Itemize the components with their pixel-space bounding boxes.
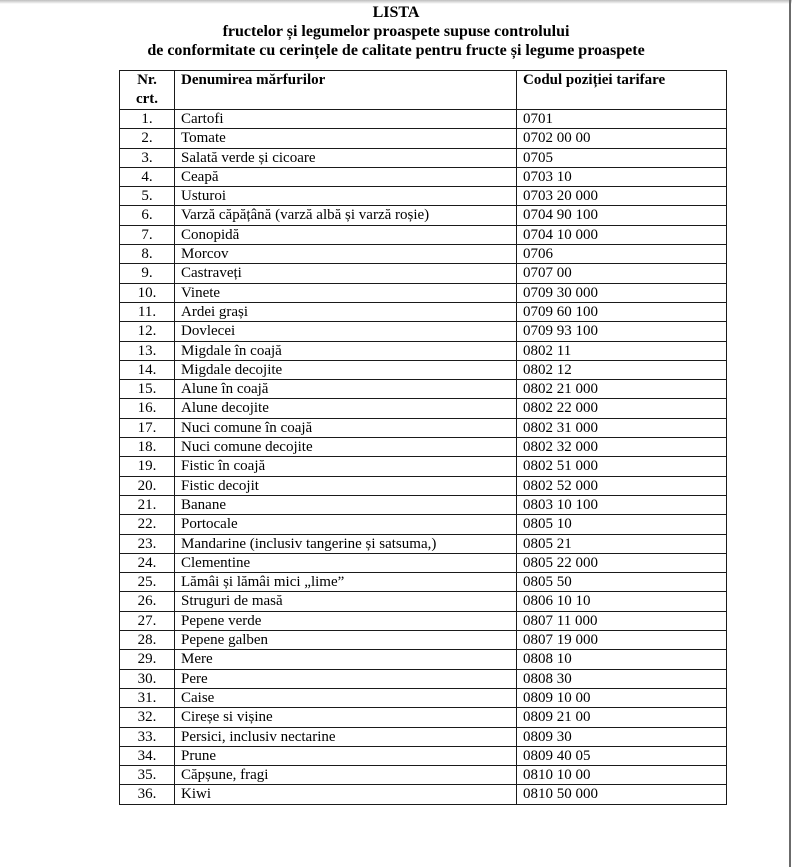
table-row — [120, 110, 727, 129]
row-name: Banane — [175, 495, 517, 514]
row-name: Migdale în coajă — [175, 341, 517, 360]
row-number: 9. — [120, 264, 175, 283]
row-number: 1. — [120, 110, 175, 129]
row-code: 0809 40 05 — [517, 746, 727, 765]
row-number: 24. — [120, 553, 175, 572]
table-row — [120, 534, 727, 553]
table-row — [120, 341, 727, 360]
row-code: 0704 10 000 — [517, 225, 727, 244]
row-code: 0805 10 — [517, 515, 727, 534]
row-code: 0802 32 000 — [517, 438, 727, 457]
row-name: Pepene verde — [175, 611, 517, 630]
row-name: Mandarine (inclusiv tangerine și satsuma,) — [175, 534, 517, 553]
row-code: 0809 21 00 — [517, 708, 727, 727]
table-row — [120, 553, 727, 572]
row-number: 35. — [120, 766, 175, 785]
row-number: 3. — [120, 148, 175, 167]
row-code: 0807 11 000 — [517, 611, 727, 630]
row-number: 29. — [120, 650, 175, 669]
row-code: 0805 21 — [517, 534, 727, 553]
row-number: 5. — [120, 187, 175, 206]
row-code: 0806 10 10 — [517, 592, 727, 611]
row-name: Pere — [175, 669, 517, 688]
table-row — [120, 727, 727, 746]
table-row — [120, 167, 727, 186]
table-row — [120, 225, 727, 244]
row-name: Nuci comune decojite — [175, 438, 517, 457]
row-number: 17. — [120, 418, 175, 437]
header-name: Denumirea mărfurilor — [175, 71, 517, 110]
table-row — [120, 631, 727, 650]
document-title: LISTA — [372, 4, 420, 21]
row-number: 10. — [120, 283, 175, 302]
table-row — [120, 611, 727, 630]
row-code: 0709 30 000 — [517, 283, 727, 302]
table-row — [120, 438, 727, 457]
table-row — [120, 206, 727, 225]
row-code: 0805 22 000 — [517, 553, 727, 572]
table-row — [120, 322, 727, 341]
row-number: 2. — [120, 129, 175, 148]
row-number: 7. — [120, 225, 175, 244]
table-row — [120, 148, 727, 167]
table-row — [120, 283, 727, 302]
header-nr — [120, 71, 175, 110]
row-number: 22. — [120, 515, 175, 534]
row-number: 33. — [120, 727, 175, 746]
products-table — [119, 70, 727, 805]
table-row — [120, 785, 727, 804]
row-name: Cireșe si vișine — [175, 708, 517, 727]
row-number: 6. — [120, 206, 175, 225]
row-name: Căpșune, fragi — [175, 766, 517, 785]
row-code: 0802 12 — [517, 360, 727, 379]
table-row — [120, 380, 727, 399]
table-row — [120, 688, 727, 707]
table-row — [120, 399, 727, 418]
row-name: Persici, inclusiv nectarine — [175, 727, 517, 746]
row-number: 15. — [120, 380, 175, 399]
row-code: 0709 60 100 — [517, 302, 727, 321]
row-name: Salată verde și cicoare — [175, 148, 517, 167]
row-code: 0703 20 000 — [517, 187, 727, 206]
row-code: 0701 — [517, 110, 727, 129]
row-code: 0802 21 000 — [517, 380, 727, 399]
document-subtitle-line2: de conformitate cu cerințele de calitate pentru fructe și legume proaspete — [147, 42, 645, 59]
row-code: 0802 51 000 — [517, 457, 727, 476]
table-row — [120, 592, 727, 611]
row-name: Pepene galben — [175, 631, 517, 650]
table-header-row — [120, 71, 727, 110]
page-right-border — [789, 0, 791, 867]
row-name: Morcov — [175, 245, 517, 264]
row-number: 32. — [120, 708, 175, 727]
row-code: 0808 30 — [517, 669, 727, 688]
row-code: 0809 10 00 — [517, 688, 727, 707]
row-number: 25. — [120, 573, 175, 592]
row-code: 0802 22 000 — [517, 399, 727, 418]
row-code: 0802 31 000 — [517, 418, 727, 437]
row-code: 0703 10 — [517, 167, 727, 186]
row-number: 14. — [120, 360, 175, 379]
table-row — [120, 457, 727, 476]
row-number: 8. — [120, 245, 175, 264]
row-name: Alune în coajă — [175, 380, 517, 399]
row-name: Castraveți — [175, 264, 517, 283]
row-number: 36. — [120, 785, 175, 804]
table-row — [120, 245, 727, 264]
row-code: 0705 — [517, 148, 727, 167]
row-number: 16. — [120, 399, 175, 418]
row-code: 0807 19 000 — [517, 631, 727, 650]
row-number: 27. — [120, 611, 175, 630]
table-body — [120, 110, 727, 805]
row-number: 21. — [120, 495, 175, 514]
row-number: 13. — [120, 341, 175, 360]
row-number: 28. — [120, 631, 175, 650]
table-row — [120, 515, 727, 534]
table-row — [120, 302, 727, 321]
row-name: Kiwi — [175, 785, 517, 804]
row-number: 12. — [120, 322, 175, 341]
row-name: Fistic decojit — [175, 476, 517, 495]
row-number: 11. — [120, 302, 175, 321]
header-code: Codul poziției tarifare — [517, 71, 727, 110]
row-code: 0809 30 — [517, 727, 727, 746]
row-code: 0805 50 — [517, 573, 727, 592]
row-name: Conopidă — [175, 225, 517, 244]
row-code: 0808 10 — [517, 650, 727, 669]
row-name: Varză căpățână (varză albă și varză roșie) — [175, 206, 517, 225]
header-nr-line1: Nr. — [137, 72, 157, 88]
row-number: 18. — [120, 438, 175, 457]
table-row — [120, 418, 727, 437]
row-number: 19. — [120, 457, 175, 476]
row-name: Mere — [175, 650, 517, 669]
table-row — [120, 476, 727, 495]
row-name: Clementine — [175, 553, 517, 572]
row-number: 34. — [120, 746, 175, 765]
row-name: Prune — [175, 746, 517, 765]
header-nr-line2: crt. — [135, 91, 159, 107]
row-code: 0810 10 00 — [517, 766, 727, 785]
row-name: Ardei grași — [175, 302, 517, 321]
table-row — [120, 650, 727, 669]
row-code: 0802 11 — [517, 341, 727, 360]
row-code: 0706 — [517, 245, 727, 264]
row-number: 23. — [120, 534, 175, 553]
row-name: Tomate — [175, 129, 517, 148]
table-row — [120, 360, 727, 379]
row-name: Lămâi și lămâi mici „lime” — [175, 573, 517, 592]
row-number: 4. — [120, 167, 175, 186]
row-number: 30. — [120, 669, 175, 688]
table-row — [120, 264, 727, 283]
row-code: 0707 00 — [517, 264, 727, 283]
row-code: 0702 00 00 — [517, 129, 727, 148]
table-row — [120, 746, 727, 765]
table-row — [120, 495, 727, 514]
row-name: Portocale — [175, 515, 517, 534]
document-subtitle-line1: fructelor și legumelor proaspete supuse controlului — [222, 23, 570, 40]
row-name: Struguri de masă — [175, 592, 517, 611]
row-code: 0803 10 100 — [517, 495, 727, 514]
row-name: Alune decojite — [175, 399, 517, 418]
row-name: Vinete — [175, 283, 517, 302]
row-number: 26. — [120, 592, 175, 611]
table-row — [120, 187, 727, 206]
table-row — [120, 129, 727, 148]
row-name: Fistic în coajă — [175, 457, 517, 476]
table-row — [120, 573, 727, 592]
table-row — [120, 766, 727, 785]
row-code: 0810 50 000 — [517, 785, 727, 804]
row-name: Nuci comune în coajă — [175, 418, 517, 437]
row-code: 0802 52 000 — [517, 476, 727, 495]
row-name: Ceapă — [175, 167, 517, 186]
row-name: Migdale decojite — [175, 360, 517, 379]
row-code: 0709 93 100 — [517, 322, 727, 341]
row-number: 20. — [120, 476, 175, 495]
table-row — [120, 669, 727, 688]
row-number: 31. — [120, 688, 175, 707]
table-row — [120, 708, 727, 727]
row-name: Cartofi — [175, 110, 517, 129]
row-name: Caise — [175, 688, 517, 707]
row-name: Usturoi — [175, 187, 517, 206]
row-name: Dovlecei — [175, 322, 517, 341]
row-code: 0704 90 100 — [517, 206, 727, 225]
